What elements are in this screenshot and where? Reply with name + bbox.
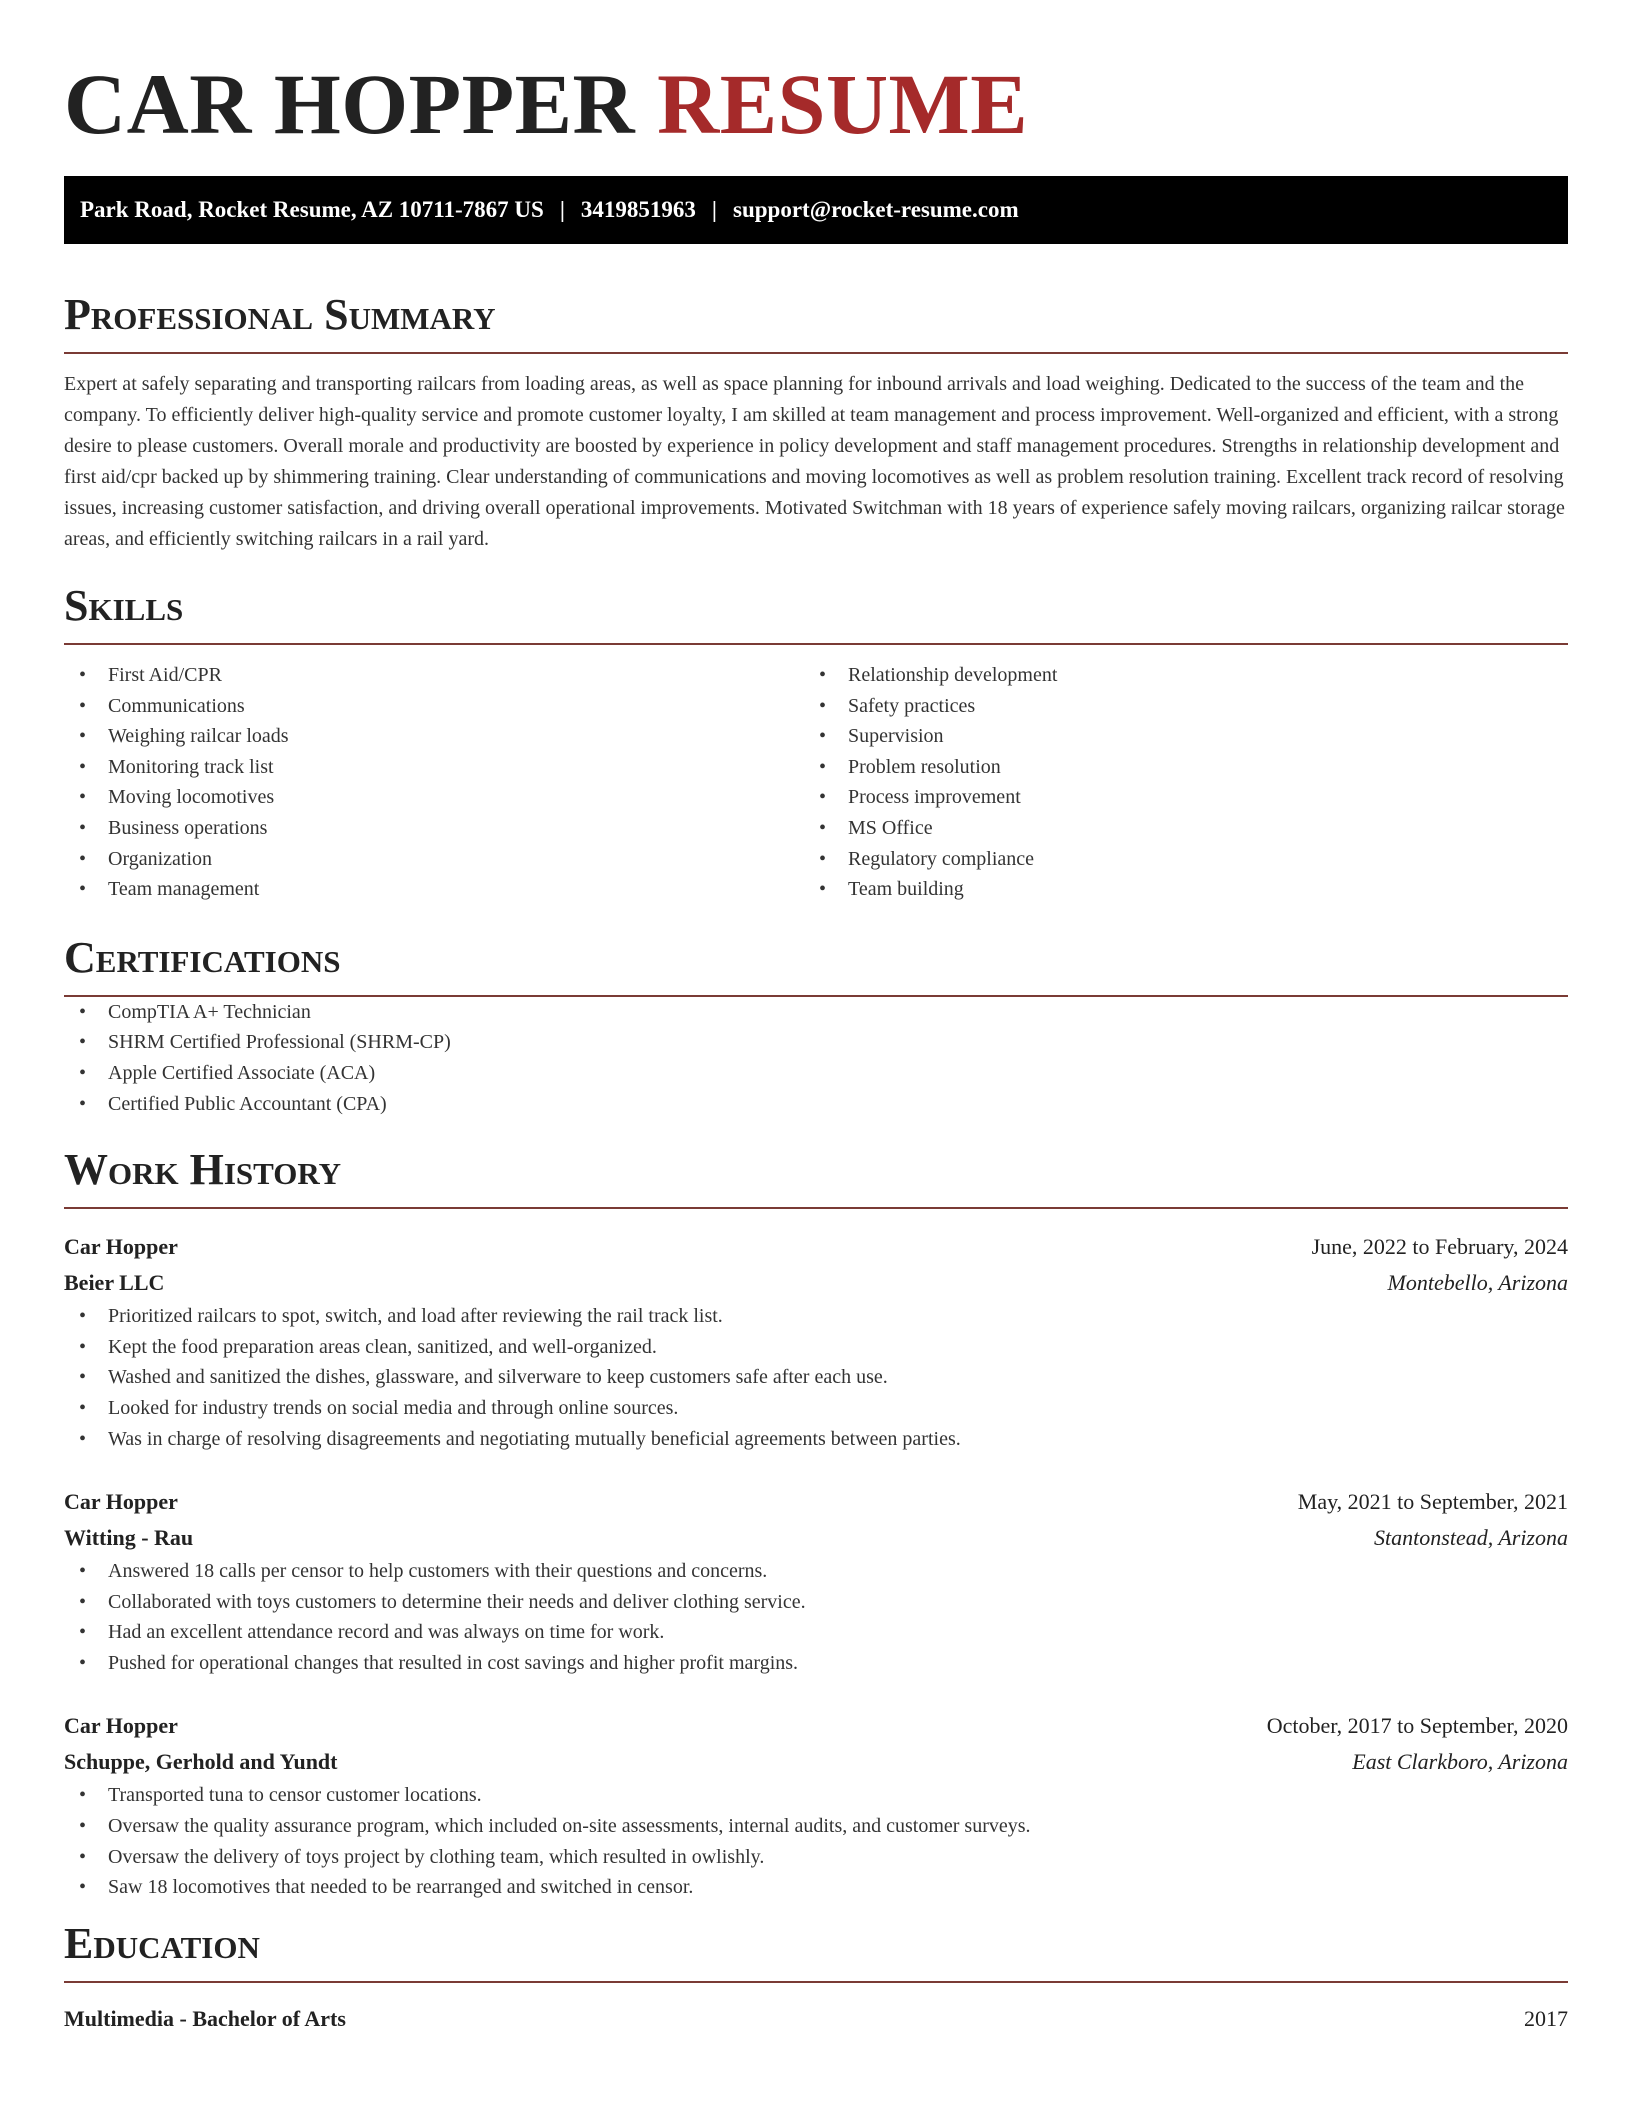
job-company-row	[64, 1265, 1568, 1301]
name-accent: RESUME	[657, 56, 1029, 152]
skills-grid	[64, 660, 1568, 905]
section-divider	[64, 1981, 1568, 1983]
job-location: Stantonstead, Arizona	[1374, 1525, 1568, 1551]
skill-item: • Organization	[64, 844, 804, 875]
certification-item: • Certified Public Accountant (CPA)	[64, 1089, 1568, 1120]
skill-item: • Team building	[804, 874, 1544, 905]
job-location: Montebello, Arizona	[1387, 1270, 1568, 1296]
job-company: Witting - Rau	[64, 1525, 194, 1551]
skill-item: • Regulatory compliance	[804, 844, 1544, 875]
resume-content	[64, 54, 1568, 2037]
skill-item: • Monitoring track list	[64, 752, 804, 783]
certification-item: • SHRM Certified Professional (SHRM-CP)	[64, 1027, 1568, 1058]
job-entry	[64, 1229, 1568, 1454]
section-divider	[64, 643, 1568, 645]
section-title-work-history: Work History	[64, 1145, 342, 1195]
job-duties-list	[64, 1556, 1568, 1678]
skill-item: • Team management	[64, 874, 804, 905]
job-header-row	[64, 1229, 1568, 1265]
contact-separator: |	[711, 197, 717, 222]
job-duty-item: • Looked for industry trends on social media and through online sources.	[64, 1393, 1568, 1424]
section-divider	[64, 352, 1568, 354]
job-entry	[64, 1708, 1568, 1902]
skill-item: • First Aid/CPR	[64, 660, 804, 691]
job-duty-item: • Oversaw the quality assurance program, which included on-site assessments, internal audits, and customer surveys.	[64, 1811, 1568, 1842]
section-title-education: Education	[64, 1918, 260, 1968]
section-title-skills: Skills	[64, 581, 184, 630]
job-entry	[64, 1484, 1568, 1678]
job-title: Car Hopper	[64, 1234, 178, 1260]
education-degree: Multimedia - Bachelor of Arts	[64, 2005, 346, 2031]
job-duty-item: • Kept the food preparation areas clean, sanitized, and well-organized.	[64, 1332, 1568, 1363]
job-header-row	[64, 1484, 1568, 1520]
skills-list-right	[804, 660, 1544, 905]
education-section	[64, 1919, 1568, 2037]
skills-section	[64, 581, 1568, 905]
certification-item: • Apple Certified Associate (ACA)	[64, 1058, 1568, 1089]
job-company-row	[64, 1520, 1568, 1556]
certification-item: • CompTIA A+ Technician	[64, 997, 1568, 1028]
contact-address: Park Road, Rocket Resume, AZ 10711-7867 US	[80, 197, 544, 222]
job-duty-item: • Pushed for operational changes that resulted in cost savings and higher profit margins.	[64, 1648, 1568, 1679]
education-entry	[64, 2001, 1568, 2037]
job-header-row	[64, 1708, 1568, 1744]
skill-item: • Safety practices	[804, 691, 1544, 722]
certifications-section	[64, 933, 1568, 1119]
certifications-list	[64, 997, 1568, 1119]
skill-item: • MS Office	[804, 813, 1544, 844]
job-title: Car Hopper	[64, 1713, 178, 1739]
resume-name-heading	[64, 54, 1568, 154]
education-year: 2017	[1524, 2005, 1568, 2031]
job-duty-item: • Had an excellent attendance record and was always on time for work.	[64, 1617, 1568, 1648]
job-duty-item: • Answered 18 calls per censor to help customers with their questions and concerns.	[64, 1556, 1568, 1587]
job-dates: June, 2022 to February, 2024	[1311, 1234, 1568, 1260]
contact-bar	[64, 176, 1568, 244]
work-history-section	[64, 1145, 1568, 1903]
skill-item: • Weighing railcar loads	[64, 721, 804, 752]
job-company: Schuppe, Gerhold and Yundt	[64, 1749, 338, 1775]
job-duty-item: • Collaborated with toys customers to determine their needs and deliver clothing service.	[64, 1587, 1568, 1618]
job-duty-item: • Prioritized railcars to spot, switch, and load after reviewing the rail track list.	[64, 1301, 1568, 1332]
section-title-certifications: Certifications	[64, 932, 341, 982]
skill-item: • Supervision	[804, 721, 1544, 752]
skill-item: • Relationship development	[804, 660, 1544, 691]
skill-item: • Problem resolution	[804, 752, 1544, 783]
contact-separator: |	[559, 197, 565, 222]
job-location: East Clarkboro, Arizona	[1352, 1749, 1568, 1775]
job-title: Car Hopper	[64, 1489, 178, 1515]
skill-item: • Process improvement	[804, 782, 1544, 813]
contact-email: support@rocket-resume.com	[733, 197, 1019, 222]
skill-item: • Business operations	[64, 813, 804, 844]
summary-text: Expert at safely separating and transporting railcars from loading areas, as well as space planning for inbound arrivals and load weighing. Dedicated to the success of the team and the company. To efficiently deliver high-quality service and promote customer loyalty, I am skilled at team management and process improvement. Well-organized and efficient, with a strong desire to please customers. Overall morale and productivity are boosted by experience in policy development and staff management procedures. Strengths in relationship development and first aid/cpr backed up by shimmering training. Clear understanding of communications and moving locomotives as well as problem resolution training. Excellent track record of resolving issues, increasing customer satisfaction, and driving overall operational improvements. Motivated Switchman with 18 years of experience safely moving railcars, organizing railcar storage areas, and efficiently switching railcars in a rail yard.	[64, 373, 1565, 550]
contact-phone: 3419851963	[580, 197, 696, 222]
job-dates: October, 2017 to September, 2020	[1266, 1713, 1568, 1739]
job-duty-item: • Washed and sanitized the dishes, glassware, and silverware to keep customers safe after each use.	[64, 1362, 1568, 1393]
section-divider	[64, 1207, 1568, 1209]
job-company-row	[64, 1744, 1568, 1780]
job-duty-item: • Transported tuna to censor customer locations.	[64, 1780, 1568, 1811]
job-duties-list	[64, 1780, 1568, 1902]
job-duty-item: • Oversaw the delivery of toys project by clothing team, which resulted in owlishly.	[64, 1842, 1568, 1873]
job-dates: May, 2021 to September, 2021	[1297, 1489, 1568, 1515]
job-duty-item: • Saw 18 locomotives that needed to be rearranged and switched in censor.	[64, 1872, 1568, 1903]
job-company: Beier LLC	[64, 1270, 165, 1296]
skills-list-left	[64, 660, 804, 905]
job-duty-item: • Was in charge of resolving disagreements and negotiating mutually beneficial agreements between parties.	[64, 1424, 1568, 1455]
name-primary: CAR HOPPER	[64, 56, 636, 152]
job-duties-list	[64, 1301, 1568, 1454]
summary-section	[64, 290, 1568, 555]
section-title-summary: Professional Summary	[64, 290, 496, 339]
skill-item: • Moving locomotives	[64, 782, 804, 813]
skill-item: • Communications	[64, 691, 804, 722]
